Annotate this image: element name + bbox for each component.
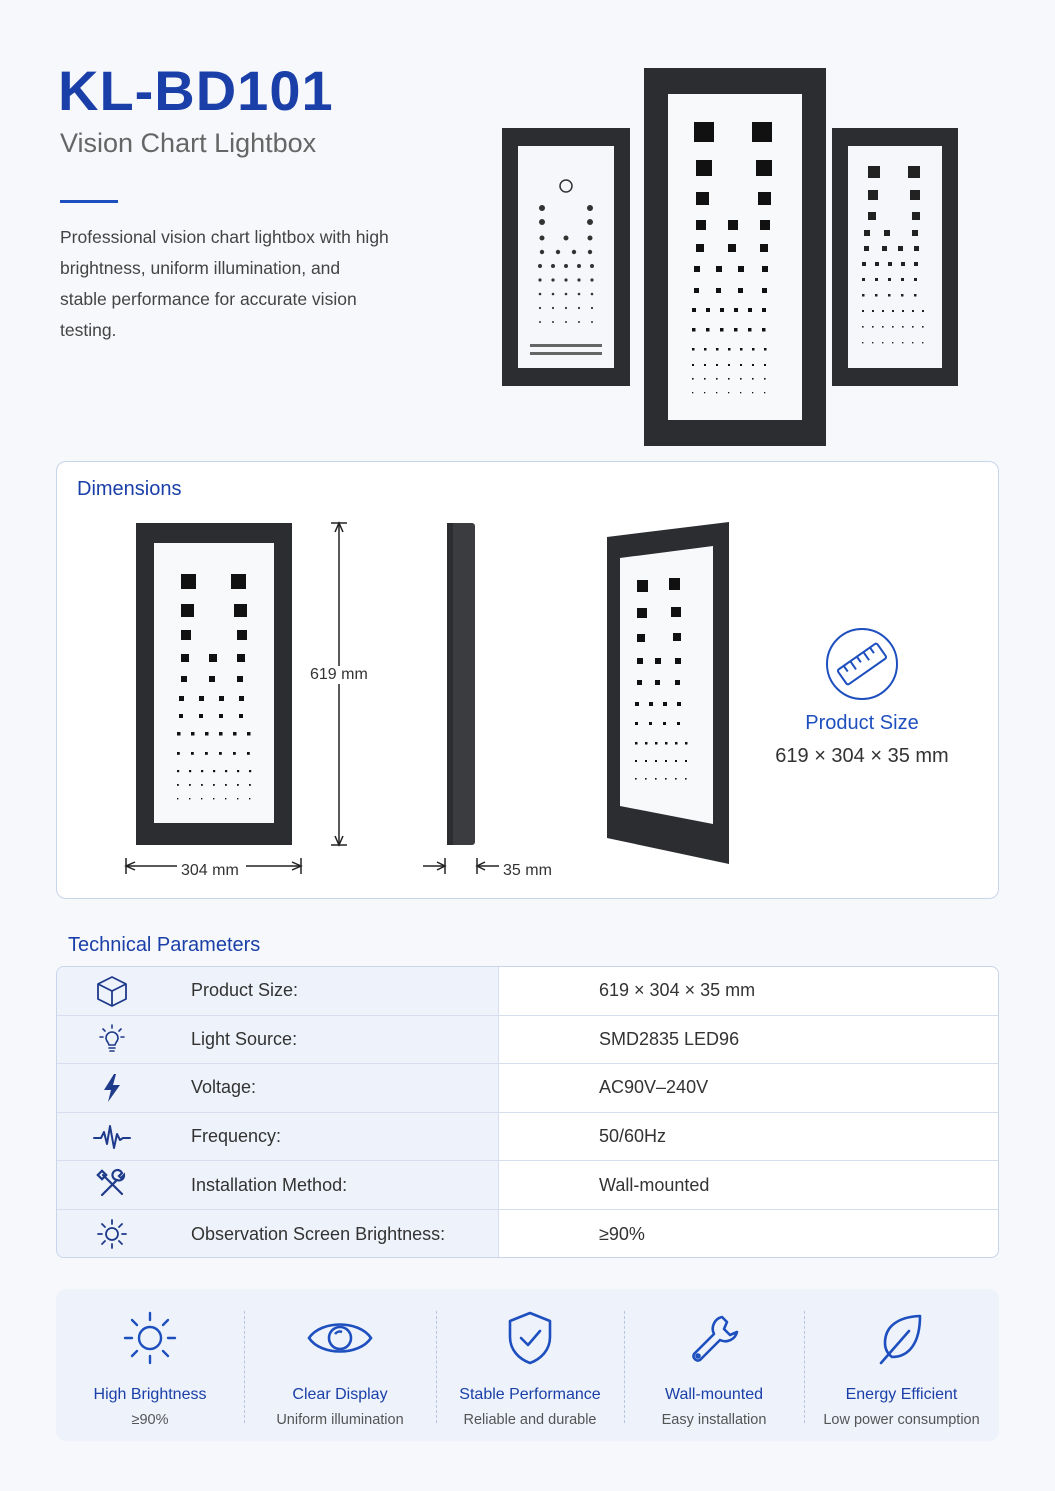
param-label: Light Source: — [191, 1028, 298, 1049]
shield-check-icon — [501, 1309, 559, 1372]
tech-params-table — [56, 966, 999, 1258]
feature-subtitle: Easy installation — [661, 1412, 767, 1428]
dimensions-panel — [56, 461, 999, 899]
tech-params-title: Technical Parameters — [68, 934, 261, 956]
wrench-icon — [685, 1309, 743, 1372]
feature-energy-efficient — [804, 1289, 999, 1441]
tools-icon — [57, 1168, 167, 1202]
box-icon — [57, 974, 167, 1008]
title-divider — [60, 200, 118, 203]
width-label: 304 mm — [177, 862, 243, 880]
param-value: ≥90% — [599, 1223, 645, 1244]
param-label: Installation Method: — [191, 1174, 348, 1195]
feature-title: Wall-mounted — [664, 1386, 764, 1403]
ruler-icon — [827, 629, 897, 699]
lightbulb-icon — [57, 1022, 167, 1056]
dimensions-drawing — [57, 462, 1000, 900]
sun-icon — [57, 1217, 167, 1251]
table-row — [57, 1161, 998, 1210]
depth-label: 35 mm — [499, 862, 556, 880]
front-view — [136, 523, 292, 845]
lightbox-left — [502, 128, 630, 386]
feature-stable-performance — [436, 1289, 624, 1441]
param-value: Wall-mounted — [599, 1174, 710, 1195]
param-label: Frequency: — [191, 1126, 282, 1147]
param-label: Voltage: — [191, 1077, 257, 1098]
feature-title: Stable Performance — [459, 1386, 601, 1403]
feature-subtitle: Uniform illumination — [276, 1412, 404, 1428]
table-row — [57, 967, 998, 1016]
lightbox-center — [644, 68, 826, 446]
perspective-view — [607, 522, 729, 864]
feature-subtitle: Reliable and durable — [463, 1412, 597, 1428]
product-title: KL-BD101 — [58, 59, 334, 122]
eye-icon — [305, 1309, 375, 1372]
product-size-label: Product Size — [805, 712, 919, 734]
product-description: Professional vision chart lightbox with high brightness, uniform illumination, and stable performance for accurate vision testing. — [60, 227, 389, 340]
feature-clear-display — [244, 1289, 436, 1441]
feature-high-brightness — [56, 1289, 244, 1441]
sun-icon — [121, 1309, 179, 1372]
product-subtitle: Vision Chart Lightbox — [60, 128, 317, 158]
feature-title: Energy Efficient — [845, 1386, 958, 1403]
feature-wall-mounted — [624, 1289, 804, 1441]
table-row — [57, 1210, 998, 1258]
height-dimension-line — [331, 523, 347, 845]
hero-lightbox-image — [490, 60, 970, 460]
product-size-value: 619 × 304 × 35 mm — [775, 745, 949, 767]
param-value: SMD2835 LED96 — [599, 1028, 740, 1049]
feature-subtitle: ≥90% — [131, 1412, 169, 1428]
leaf-icon — [873, 1309, 931, 1372]
height-label: 619 mm — [306, 666, 372, 684]
features-strip — [56, 1289, 999, 1441]
lightbox-right — [832, 128, 958, 386]
table-row — [57, 1064, 998, 1113]
side-view — [447, 523, 475, 845]
param-value: AC90V–240V — [599, 1077, 709, 1098]
table-row — [57, 1016, 998, 1065]
param-label: Product Size: — [191, 980, 299, 1001]
dimensions-title: Dimensions — [77, 478, 182, 500]
feature-title: High Brightness — [93, 1386, 207, 1403]
depth-dimension-line — [423, 858, 499, 874]
param-value: 619 × 304 × 35 mm — [599, 980, 756, 1001]
table-row — [57, 1113, 998, 1162]
waveform-icon — [57, 1120, 167, 1154]
param-label: Observation Screen Brightness: — [191, 1223, 446, 1244]
feature-subtitle: Low power consumption — [823, 1412, 980, 1428]
lightning-icon — [57, 1071, 167, 1105]
feature-title: Clear Display — [292, 1386, 388, 1403]
param-value: 50/60Hz — [599, 1126, 667, 1147]
